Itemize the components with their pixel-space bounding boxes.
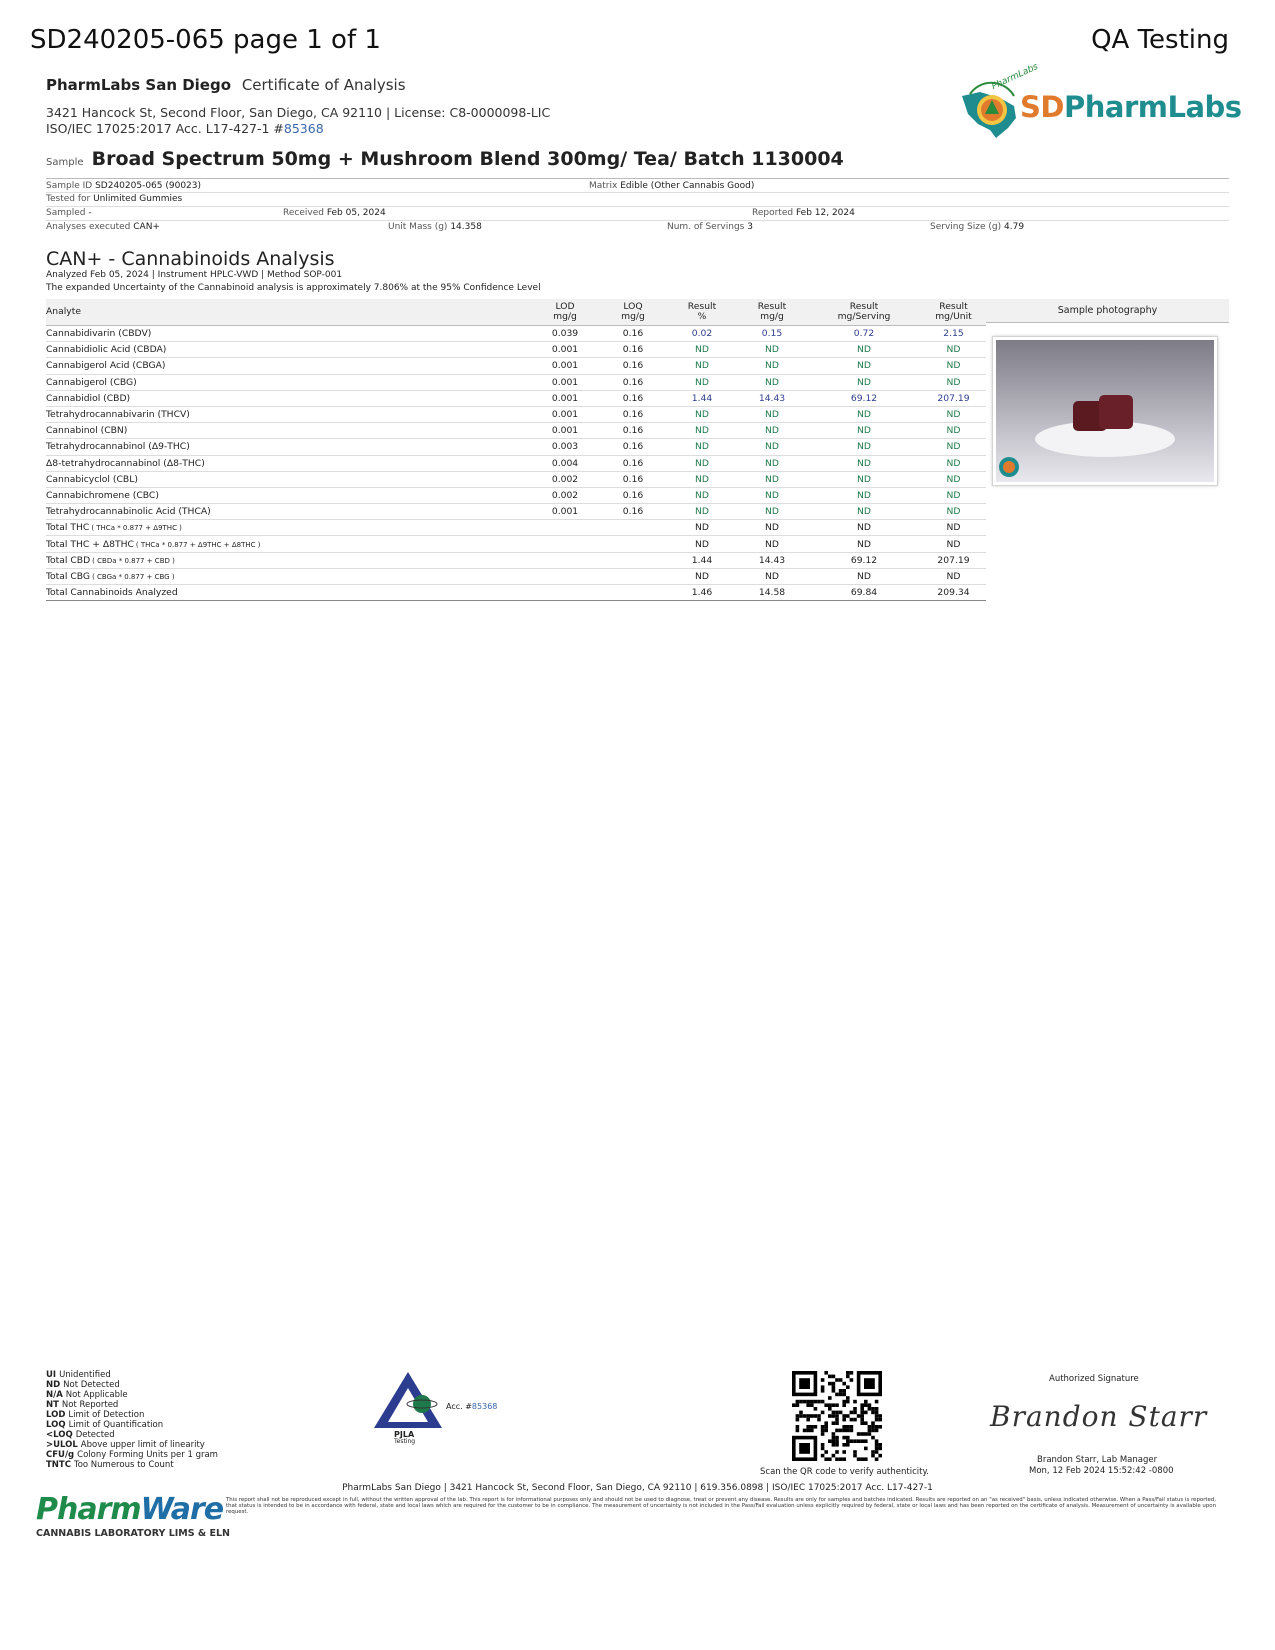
empty-cell bbox=[531, 520, 599, 536]
total-mgg-cell: ND bbox=[737, 536, 807, 552]
total-unit-cell: 207.19 bbox=[921, 552, 986, 568]
total-name: Total THC bbox=[46, 522, 90, 534]
result-mgg-cell: 0.15 bbox=[737, 326, 807, 342]
total-pct-cell: 1.46 bbox=[667, 585, 737, 601]
empty-cell bbox=[599, 568, 667, 584]
table-row bbox=[46, 504, 986, 520]
signature-date: Mon, 12 Feb 2024 15:52:42 -0800 bbox=[1029, 1466, 1174, 1476]
sdpharmlabs-logo bbox=[956, 61, 1242, 140]
result-serving-cell: ND bbox=[807, 342, 921, 358]
result-pct-cell: 1.44 bbox=[667, 390, 737, 406]
loq-cell: 0.16 bbox=[599, 406, 667, 422]
loq-cell: 0.16 bbox=[599, 374, 667, 390]
pharmware-a: Pharm bbox=[36, 1492, 141, 1527]
total-name-cell bbox=[46, 536, 531, 552]
lod-cell: 0.001 bbox=[531, 374, 599, 390]
legend-item: N/A Not Applicable bbox=[46, 1390, 128, 1400]
table-row bbox=[46, 374, 986, 390]
total-row bbox=[46, 520, 986, 536]
analyte-cell: Cannabidiolic Acid (CBDA) bbox=[46, 342, 531, 358]
loq-cell: 0.16 bbox=[599, 455, 667, 471]
lab-iso bbox=[46, 121, 324, 136]
sample-name: Broad Spectrum 50mg + Mushroom Blend 300mg/ Tea/ Batch 1130004 bbox=[91, 148, 844, 170]
sample-serving-size: Serving Size (g) 4.79 bbox=[930, 222, 1025, 232]
pjla-acc-link[interactable]: 85368 bbox=[471, 1402, 498, 1411]
lab-title-line bbox=[46, 76, 406, 94]
qr-caption: Scan the QR code to verify authenticity. bbox=[760, 1467, 929, 1477]
result-serving-cell: 0.72 bbox=[807, 326, 921, 342]
total-name: Total THC + Δ8THC bbox=[46, 538, 134, 550]
loq-cell: 0.16 bbox=[599, 358, 667, 374]
logo-wordmark bbox=[1020, 90, 1242, 124]
total-serv-cell: ND bbox=[807, 520, 921, 536]
empty-cell bbox=[599, 552, 667, 568]
result-pct-cell: ND bbox=[667, 504, 737, 520]
page-header-right: QA Testing bbox=[1091, 25, 1229, 55]
result-pct-cell: ND bbox=[667, 455, 737, 471]
total-unit-cell: 209.34 bbox=[921, 585, 986, 601]
sample-unit-mass: Unit Mass (g) 14.358 bbox=[388, 222, 482, 232]
total-serv-cell: ND bbox=[807, 568, 921, 584]
loq-cell: 0.16 bbox=[599, 487, 667, 503]
total-name-cell bbox=[46, 585, 531, 601]
result-unit-cell: ND bbox=[921, 374, 986, 390]
legend-item: NT Not Reported bbox=[46, 1400, 119, 1410]
empty-cell bbox=[599, 520, 667, 536]
pjla-logo bbox=[372, 1370, 498, 1445]
result-mgg-cell: ND bbox=[737, 358, 807, 374]
total-pct-cell: ND bbox=[667, 536, 737, 552]
result-unit-cell: ND bbox=[921, 439, 986, 455]
total-pct-cell: ND bbox=[667, 520, 737, 536]
result-serving-cell: ND bbox=[807, 406, 921, 422]
signature-script: Brandon Starr bbox=[990, 1400, 1208, 1433]
result-serving-cell: ND bbox=[807, 423, 921, 439]
sample-photo bbox=[992, 336, 1218, 486]
lod-cell: 0.039 bbox=[531, 326, 599, 342]
sample-id: Sample ID SD240205-065 (90023) bbox=[46, 181, 202, 191]
total-name: Total CBD bbox=[46, 554, 91, 566]
result-mgg-cell: ND bbox=[737, 406, 807, 422]
result-mgg-cell: ND bbox=[737, 504, 807, 520]
table-row bbox=[46, 326, 986, 342]
lod-cell: 0.002 bbox=[531, 471, 599, 487]
pjla-name: PJLA bbox=[394, 1430, 415, 1439]
abbreviation-legend bbox=[46, 1370, 218, 1470]
lab-address: 3421 Hancock St, Second Floor, San Diego, CA 92110 | License: C8-0000098-LIC bbox=[46, 105, 551, 120]
result-mgg-cell: ND bbox=[737, 342, 807, 358]
analysis-uncertainty: The expanded Uncertainty of the Cannabinoid analysis is approximately 7.806% at the 95% Confidence Level bbox=[46, 283, 541, 293]
analyte-cell: Cannabicyclol (CBL) bbox=[46, 471, 531, 487]
total-name-cell bbox=[46, 552, 531, 568]
total-formula: ( THCa * 0.877 + Δ9THC + Δ8THC ) bbox=[135, 540, 261, 549]
total-mgg-cell: 14.43 bbox=[737, 552, 807, 568]
analyte-cell: Tetrahydrocannabinolic Acid (THCA) bbox=[46, 504, 531, 520]
col-result-mgg: Result mg/g bbox=[737, 299, 807, 326]
total-mgg-cell: ND bbox=[737, 568, 807, 584]
lod-cell: 0.001 bbox=[531, 390, 599, 406]
lab-iso-prefix: ISO/IEC 17025:2017 Acc. L17-427-1 # bbox=[46, 121, 284, 136]
loq-cell: 0.16 bbox=[599, 390, 667, 406]
logo-arc-text: PharmLabs bbox=[990, 61, 1040, 93]
total-serv-cell: ND bbox=[807, 536, 921, 552]
pharmware-logo bbox=[36, 1492, 230, 1539]
legend-item: LOQ Limit of Quantification bbox=[46, 1420, 164, 1430]
table-row bbox=[46, 358, 986, 374]
legend-item: <LOQ Detected bbox=[46, 1430, 115, 1440]
result-pct-cell: ND bbox=[667, 439, 737, 455]
empty-cell bbox=[531, 552, 599, 568]
result-unit-cell: ND bbox=[921, 358, 986, 374]
sample-servings: Num. of Servings 3 bbox=[667, 222, 753, 232]
total-row bbox=[46, 536, 986, 552]
result-serving-cell: 69.12 bbox=[807, 390, 921, 406]
sample-tested-for: Tested for Unlimited Gummies bbox=[46, 194, 183, 204]
table-row bbox=[46, 406, 986, 422]
table-row bbox=[46, 455, 986, 471]
result-unit-cell: 2.15 bbox=[921, 326, 986, 342]
empty-cell bbox=[531, 585, 599, 601]
table-row bbox=[46, 423, 986, 439]
table-row bbox=[46, 439, 986, 455]
total-unit-cell: ND bbox=[921, 536, 986, 552]
total-formula: ( THCa * 0.877 + Δ9THC ) bbox=[91, 524, 182, 533]
legend-item: LOD Limit of Detection bbox=[46, 1410, 145, 1420]
total-unit-cell: ND bbox=[921, 568, 986, 584]
total-formula: ( CBDa * 0.877 + CBD ) bbox=[92, 556, 175, 565]
total-unit-cell: ND bbox=[921, 520, 986, 536]
result-unit-cell: ND bbox=[921, 504, 986, 520]
result-pct-cell: ND bbox=[667, 423, 737, 439]
result-pct-cell: ND bbox=[667, 487, 737, 503]
lod-cell: 0.001 bbox=[531, 504, 599, 520]
empty-cell bbox=[599, 585, 667, 601]
lod-cell: 0.003 bbox=[531, 439, 599, 455]
total-pct-cell: 1.44 bbox=[667, 552, 737, 568]
sample-sampled: Sampled - bbox=[46, 208, 92, 218]
legend-item: TNTC Too Numerous to Count bbox=[46, 1460, 174, 1470]
loq-cell: 0.16 bbox=[599, 423, 667, 439]
result-pct-cell: ND bbox=[667, 374, 737, 390]
loq-cell: 0.16 bbox=[599, 504, 667, 520]
result-pct-cell: 0.02 bbox=[667, 326, 737, 342]
total-row bbox=[46, 585, 986, 601]
result-mgg-cell: ND bbox=[737, 455, 807, 471]
pjla-sub: Testing bbox=[394, 1438, 416, 1445]
analyte-cell: Cannabinol (CBN) bbox=[46, 423, 531, 439]
loq-cell: 0.16 bbox=[599, 471, 667, 487]
sample-analyses: Analyses executed CAN+ bbox=[46, 222, 160, 232]
result-mgg-cell: ND bbox=[737, 487, 807, 503]
result-mgg-cell: 14.43 bbox=[737, 390, 807, 406]
empty-cell bbox=[531, 536, 599, 552]
lod-cell: 0.002 bbox=[531, 487, 599, 503]
sample-title bbox=[46, 148, 844, 170]
col-result-pct: Result % bbox=[667, 299, 737, 326]
pharmware-sub: CANNABIS LABORATORY LIMS & ELN bbox=[36, 1528, 230, 1539]
cannabinoid-table bbox=[46, 299, 986, 601]
logo-pharm: Pharm bbox=[1063, 90, 1168, 124]
result-mgg-cell: ND bbox=[737, 471, 807, 487]
table-row bbox=[46, 342, 986, 358]
table-row bbox=[46, 487, 986, 503]
signature-label: Authorized Signature bbox=[1049, 1374, 1139, 1384]
legend-item: UI Unidentified bbox=[46, 1370, 111, 1380]
col-analyte: Analyte bbox=[46, 299, 531, 326]
result-unit-cell: ND bbox=[921, 423, 986, 439]
result-unit-cell: ND bbox=[921, 342, 986, 358]
lab-name: PharmLabs San Diego bbox=[46, 76, 232, 94]
lod-cell: 0.001 bbox=[531, 358, 599, 374]
col-lod: LOD mg/g bbox=[531, 299, 599, 326]
analyte-cell: Tetrahydrocannabinol (Δ9-THC) bbox=[46, 439, 531, 455]
signature-name: Brandon Starr, Lab Manager bbox=[1037, 1455, 1158, 1465]
result-serving-cell: ND bbox=[807, 504, 921, 520]
result-mgg-cell: ND bbox=[737, 439, 807, 455]
doc-title: Certificate of Analysis bbox=[241, 76, 406, 94]
pjla-acc: Acc. #85368 bbox=[446, 1402, 498, 1411]
pjla-triangle-icon bbox=[372, 1370, 444, 1432]
photo-header: Sample photography bbox=[986, 299, 1229, 323]
page-header-left: SD240205-065 page 1 of 1 bbox=[30, 25, 381, 55]
sample-matrix: Matrix Edible (Other Cannabis Good) bbox=[589, 181, 755, 191]
result-serving-cell: ND bbox=[807, 455, 921, 471]
result-mgg-cell: ND bbox=[737, 374, 807, 390]
total-row bbox=[46, 568, 986, 584]
total-name-cell bbox=[46, 520, 531, 536]
result-unit-cell: ND bbox=[921, 471, 986, 487]
analyte-cell: Tetrahydrocannabivarin (THCV) bbox=[46, 406, 531, 422]
result-pct-cell: ND bbox=[667, 406, 737, 422]
lod-cell: 0.001 bbox=[531, 406, 599, 422]
result-pct-cell: ND bbox=[667, 358, 737, 374]
result-serving-cell: ND bbox=[807, 487, 921, 503]
result-unit-cell: ND bbox=[921, 406, 986, 422]
result-serving-cell: ND bbox=[807, 471, 921, 487]
total-name-cell bbox=[46, 568, 531, 584]
total-name: Total Cannabinoids Analyzed bbox=[46, 587, 178, 599]
empty-cell bbox=[599, 536, 667, 552]
total-mgg-cell: 14.58 bbox=[737, 585, 807, 601]
legend-item: ND Not Detected bbox=[46, 1380, 120, 1390]
analyte-cell: Cannabidiol (CBD) bbox=[46, 390, 531, 406]
footer-disclaimer: This report shall not be reproduced except in full, without the written approval of the lab. This report is for informational purposes only and should not be used to diagnose, treat or prevent any disease. Results are only for samples and batches indicated. Results are reported on an "as received" basis, unless indicated otherwise. When a Pass/Fail status is reported, that status is intended to be in accordance with federal, state and local laws which are required for the customer to be in compliance. The measurement of uncertainty is not included in the Pass/Fail evaluation unless explicitly required by federal, state or local laws and has been reported on the certificate of analysis. Measurement of uncertainty is available upon request. bbox=[226, 1497, 1216, 1515]
total-serv-cell: 69.12 bbox=[807, 552, 921, 568]
logo-sd: SD bbox=[1020, 90, 1064, 124]
col-result-unit: Result mg/Unit bbox=[921, 299, 986, 326]
analyte-cell: Δ8-tetrahydrocannabinol (Δ8-THC) bbox=[46, 455, 531, 471]
analysis-title: CAN+ - Cannabinoids Analysis bbox=[46, 248, 335, 270]
loq-cell: 0.16 bbox=[599, 326, 667, 342]
total-formula: ( CBGa * 0.877 + CBG ) bbox=[92, 572, 175, 581]
analyte-cell: Cannabichromene (CBC) bbox=[46, 487, 531, 503]
col-loq: LOQ mg/g bbox=[599, 299, 667, 326]
total-row bbox=[46, 552, 986, 568]
footer-address: PharmLabs San Diego | 3421 Hancock St, Second Floor, San Diego, CA 92110 | 619.356.0898 | ISO/IEC 17025:2017 Acc. L17-427-1 bbox=[342, 1483, 933, 1493]
result-unit-cell: ND bbox=[921, 487, 986, 503]
result-pct-cell: ND bbox=[667, 342, 737, 358]
table-row bbox=[46, 471, 986, 487]
result-mgg-cell: ND bbox=[737, 423, 807, 439]
result-unit-cell: 207.19 bbox=[921, 390, 986, 406]
result-serving-cell: ND bbox=[807, 439, 921, 455]
lod-cell: 0.001 bbox=[531, 342, 599, 358]
loq-cell: 0.16 bbox=[599, 342, 667, 358]
iso-link[interactable]: 85368 bbox=[283, 121, 324, 136]
verification-qr-code[interactable] bbox=[792, 1371, 882, 1461]
sample-received: Received Feb 05, 2024 bbox=[283, 208, 386, 218]
result-pct-cell: ND bbox=[667, 471, 737, 487]
total-name: Total CBG bbox=[46, 570, 91, 582]
empty-cell bbox=[531, 568, 599, 584]
lod-cell: 0.004 bbox=[531, 455, 599, 471]
total-serv-cell: 69.84 bbox=[807, 585, 921, 601]
analyte-cell: Cannabigerol (CBG) bbox=[46, 374, 531, 390]
sample-reported: Reported Feb 12, 2024 bbox=[752, 208, 855, 218]
logo-labs: Labs bbox=[1167, 90, 1242, 124]
total-mgg-cell: ND bbox=[737, 520, 807, 536]
total-pct-cell: ND bbox=[667, 568, 737, 584]
result-unit-cell: ND bbox=[921, 455, 986, 471]
analyte-cell: Cannabidivarin (CBDV) bbox=[46, 326, 531, 342]
loq-cell: 0.16 bbox=[599, 439, 667, 455]
col-result-serving: Result mg/Serving bbox=[807, 299, 921, 326]
sample-label: Sample bbox=[46, 157, 84, 168]
legend-item: >ULOL Above upper limit of linearity bbox=[46, 1440, 205, 1450]
analysis-meta: Analyzed Feb 05, 2024 | Instrument HPLC-VWD | Method SOP-001 bbox=[46, 270, 343, 280]
result-serving-cell: ND bbox=[807, 374, 921, 390]
lod-cell: 0.001 bbox=[531, 423, 599, 439]
pharmware-b: Ware bbox=[140, 1492, 224, 1527]
result-serving-cell: ND bbox=[807, 358, 921, 374]
analyte-cell: Cannabigerol Acid (CBGA) bbox=[46, 358, 531, 374]
table-header-row bbox=[46, 299, 986, 326]
table-row bbox=[46, 390, 986, 406]
legend-item: CFU/g Colony Forming Units per 1 gram bbox=[46, 1450, 218, 1460]
